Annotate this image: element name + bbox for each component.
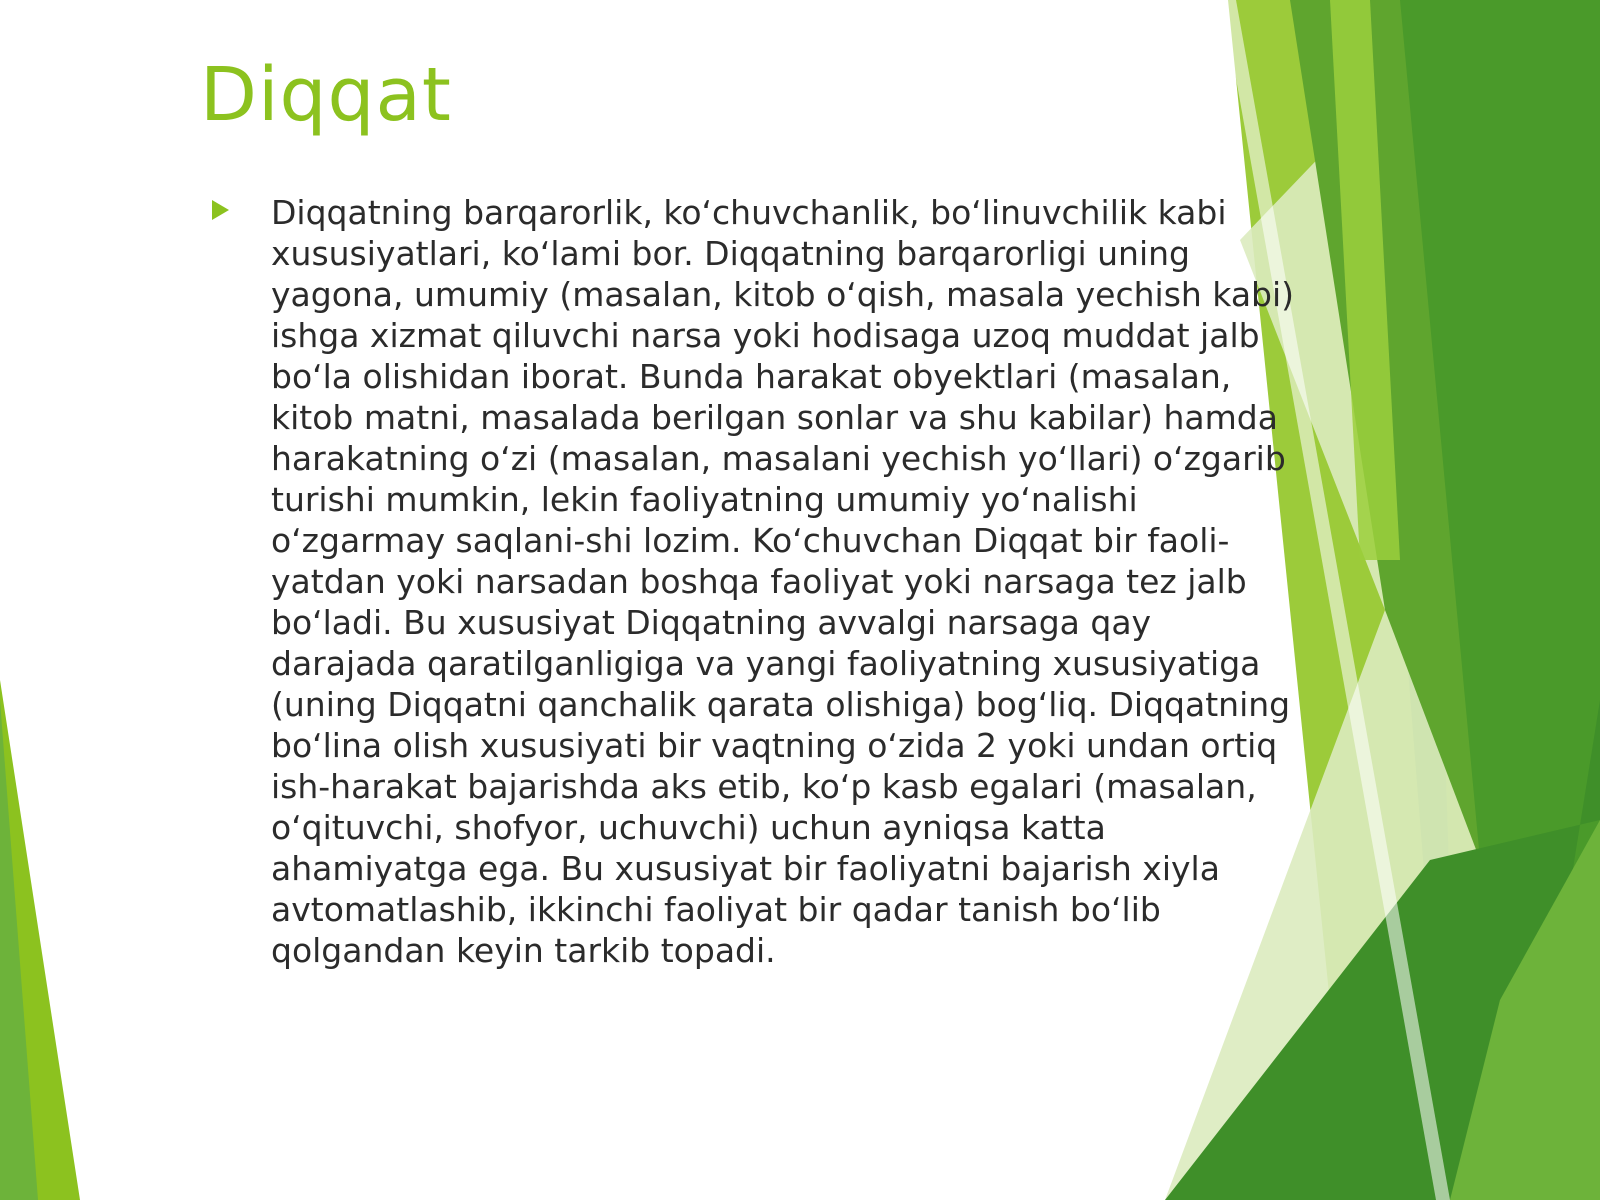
bullet-item [212, 192, 1302, 971]
bullet-paragraph: Diqqatning barqarorlik, koʻchuvchanlik, boʻlinuvchilik kabi xususiyatlari, koʻlami bor. Diqqatning barqarorligi uning yagona, umumiy (masalan, kitob oʻqish, masala yechish kabi) ishga xizmat qiluvchi narsa yoki hodisaga uzoq muddat jalb boʻla olishidan iborat. Bunda harakat obyektlari (masalan, kitob matni, masalada berilgan sonlar va shu kabilar) hamda harakatning oʻzi (masalan, masalani yechish yoʻllari) oʻzgarib turishi mumkin, lekin faoliyatning umumiy yoʻnalishi oʻzgarmay saqlani-shi lozim. Koʻchuvchan Diqqat bir faoli-yatdan yoki narsadan boshqa faoliyat yoki narsaga tez jalb boʻladi. Bu xususiyat Diqqatning avvalgi narsaga qay darajada qaratilganligiga va yangi faoliyatning xususiyatiga (uning Diqqatni qanchalik qarata olishiga) bogʻliq. Diqqatning boʻlina olish xususiyati bir vaqtning oʻzida 2 yoki undan ortiq ish-harakat bajarishda aks etib, koʻp kasb egalari (masalan, oʻqituvchi, shofyor, uchuvchi) uchun ayniqsa katta ahamiyatga ega. Bu xususiyat bir faoliyatni bajarish xiyla avtomatlashib, ikkinchi faoliyat bir qadar tanish boʻlib qolgandan keyin tarkib topadi. [271, 193, 1295, 970]
slide-title: Diqqat [200, 52, 452, 138]
triangle-right-icon [212, 200, 229, 220]
content-body [212, 192, 1302, 971]
